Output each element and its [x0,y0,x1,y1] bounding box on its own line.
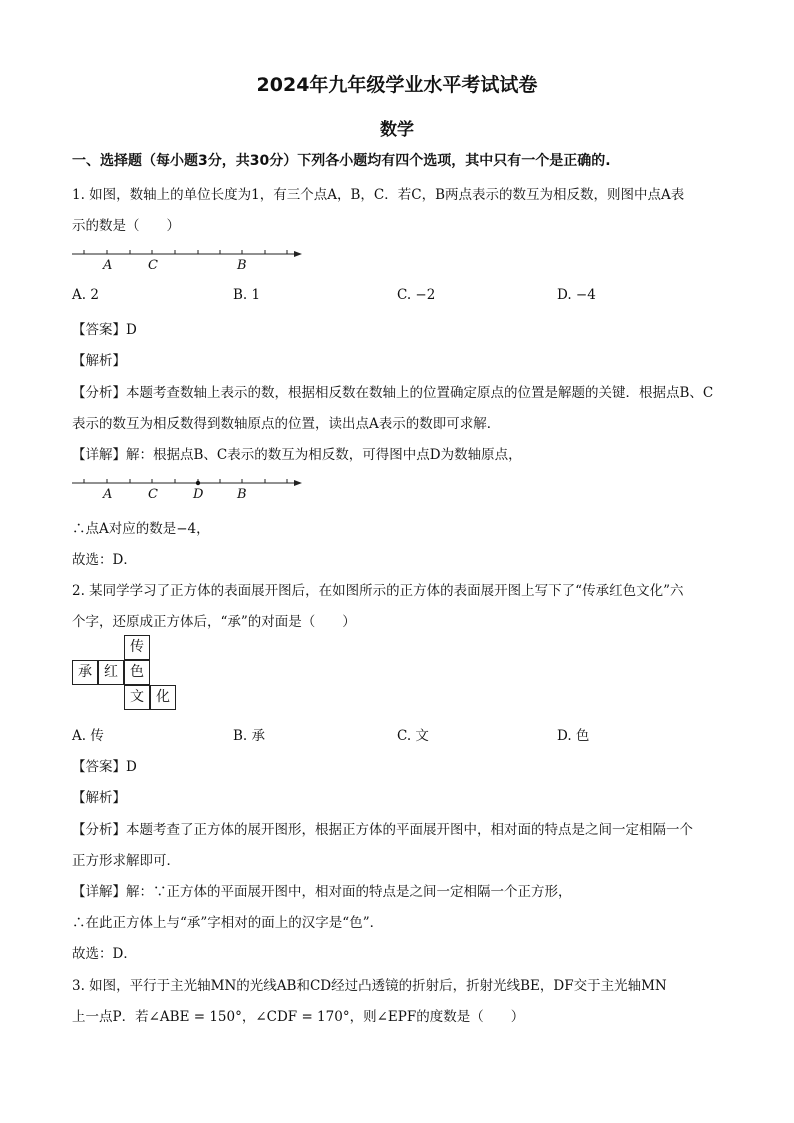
point-label-d: D [193,487,204,502]
q2-option-c[interactable]: C. 文 [397,728,429,744]
page-title: 2024年九年级学业水平考试试卷 [256,74,538,96]
net-cell-se: 色 [124,660,150,685]
q1-analysis-line2: 表示的数互为相反数得到数轴原点的位置，读出点A表示的数即可求解． [72,416,501,432]
q1-conclusion: ∴点A对应的数是−4， [72,521,210,537]
q3-stem-line1: 3. 如图，平行于主光轴MN的光线AB和CD经过凸透镜的折射后，折射光线BE，DF交于主光轴MN [72,978,667,994]
number-line-arrow [294,251,302,257]
q1-choose: 故选：D． [72,552,137,568]
q1-number-line-solution [70,473,310,503]
q2-detail: 【详解】解：∵正方体的平面展开图中，相对面的特点是之间一定相隔一个正方形， [72,884,572,900]
point-label-c: C [148,487,158,502]
point-label-c: C [148,258,158,273]
q1-option-a[interactable]: A. 2 [72,287,99,303]
q2-answer: 【答案】D [72,759,137,775]
net-cell-cheng: 承 [72,660,98,685]
number-line-ticks [84,479,287,483]
point-label-b: B [237,258,247,273]
q2-analysis-line2: 正方形求解即可． [72,853,180,869]
q3-stem-line2: 上一点P．若∠ABE = 150°，∠CDF = 170°，则∠EPF的度数是（ ） [72,1009,525,1025]
q2-option-a[interactable]: A. 传 [72,728,104,744]
number-line-ticks [84,250,287,254]
q2-stem-line2: 个字，还原成正方体后，“承”的对面是（ ） [72,614,356,630]
q1-analysis-line1: 【分析】本题考查数轴上表示的数，根据相反数在数轴上的位置确定原点的位置是解题的关键．根据点B、C [72,385,714,401]
q1-stem-line1: 1. 如图，数轴上的单位长度为1，有三个点A，B，C．若C，B两点表示的数互为相反数，则图中点A表 [72,187,685,203]
cube-net-figure [72,635,182,715]
q1-option-b[interactable]: B. 1 [233,287,261,303]
q2-option-b[interactable]: B. 承 [233,728,266,744]
q1-jiexi-label: 【解析】 [72,353,126,369]
q1-option-d[interactable]: D. −4 [557,287,596,303]
net-cell-chuan: 传 [124,635,150,660]
point-label-a: A [103,258,113,273]
net-cell-hong: 红 [98,660,124,685]
subject-title: 数学 [380,120,414,140]
section-heading: 一、选择题（每小题3分，共30分）下列各小题均有四个选项，其中只有一个是正确的. [72,153,611,169]
net-cell-hua: 化 [150,685,176,710]
q1-answer: 【答案】D [72,322,137,338]
q2-analysis-line1: 【分析】本题考查了正方体的展开图形，根据正方体的平面展开图中，相对面的特点是之间一定相隔一个 [72,822,693,838]
point-label-a: A [103,487,113,502]
number-line-arrow [294,480,302,486]
q1-detail: 【详解】解：根据点B、C表示的数互为相反数，可得图中点D为数轴原点， [72,447,522,463]
q2-conclusion: ∴在此正方体上与“承”字相对的面上的汉字是“色”． [72,915,384,931]
q2-option-d[interactable]: D. 色 [557,728,590,744]
q2-choose: 故选：D． [72,946,137,962]
origin-dot [196,481,200,485]
q1-option-c[interactable]: C. −2 [397,287,436,303]
q1-number-line [70,244,310,274]
q1-stem-line2: 示的数是（ ） [72,218,180,234]
point-label-b: B [237,487,247,502]
q2-stem-line1: 2. 某同学学习了正方体的表面展开图后，在如图所示的正方体的表面展开图上写下了“传承红色文化”六 [72,583,684,599]
net-cell-wen: 文 [124,685,150,710]
q2-jiexi-label: 【解析】 [72,790,126,806]
